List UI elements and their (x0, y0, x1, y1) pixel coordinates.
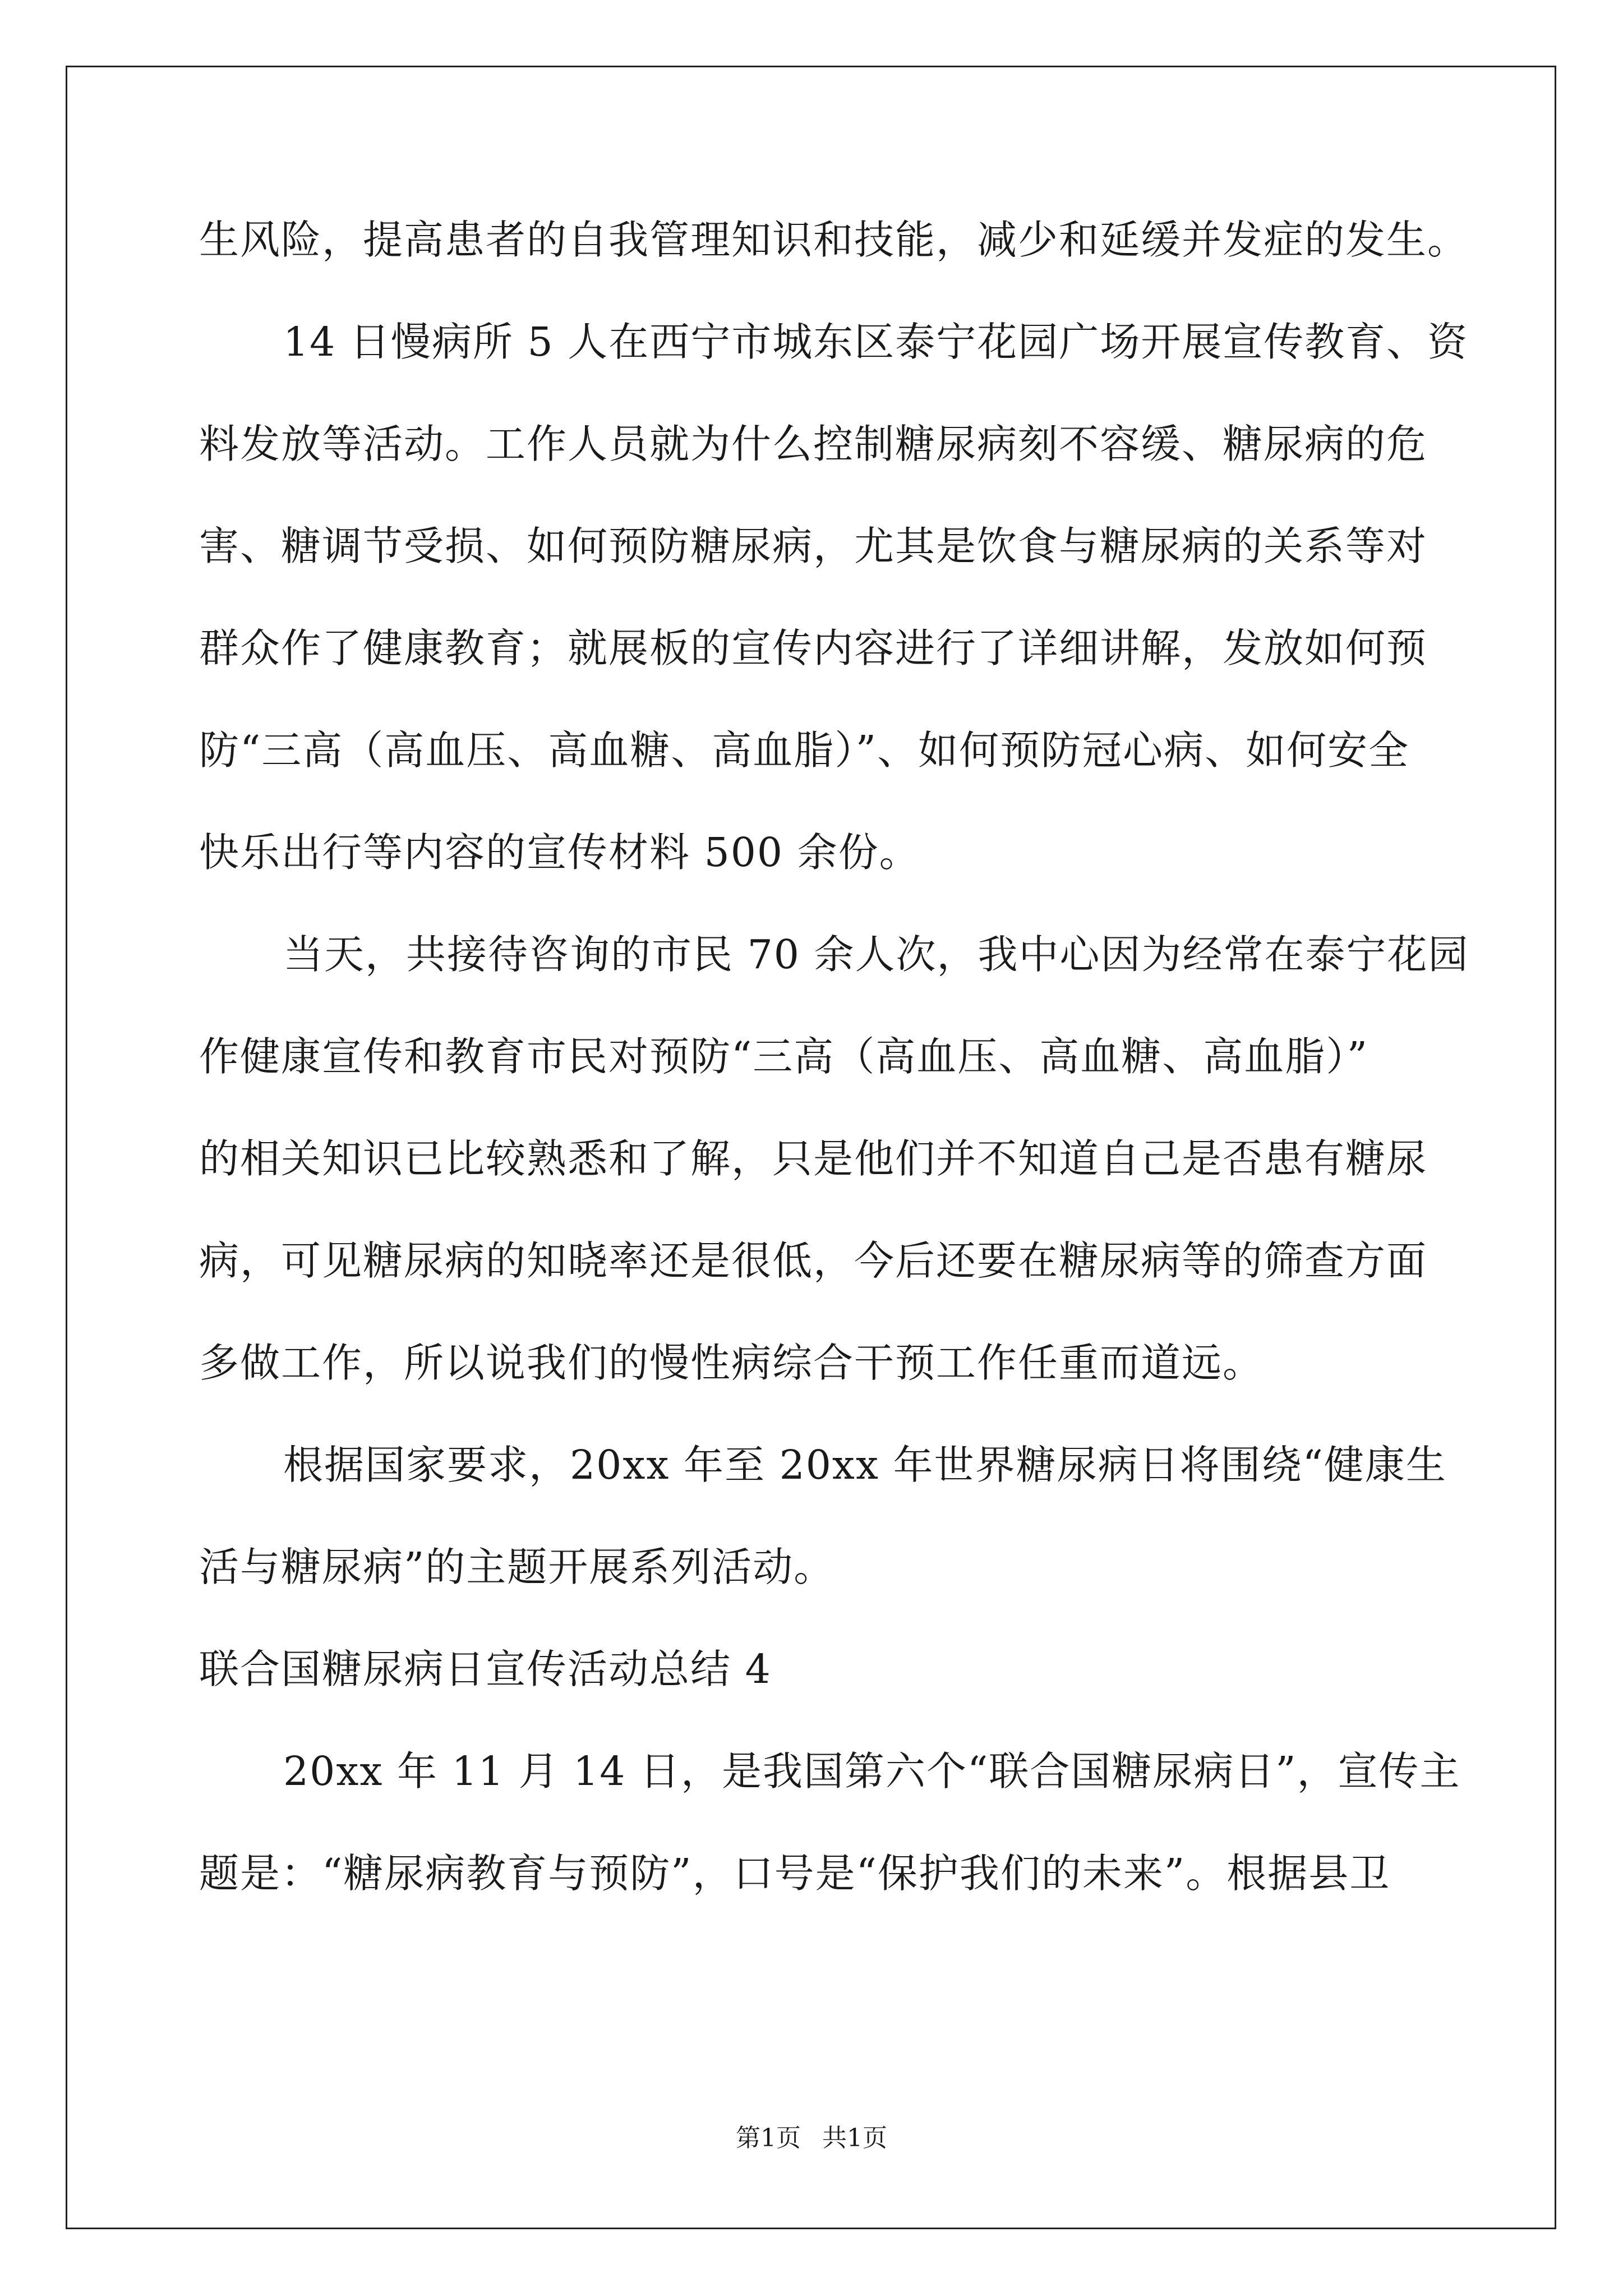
page-total: 共1页 (822, 2124, 887, 2152)
text-line: 害、糖调节受损、如何预防糖尿病，尤其是饮食与糖尿病的关系等对 (199, 523, 1428, 569)
text-line: 20xx 年 11 月 14 日，是我国第六个“联合国糖尿病日”，宣传主 (283, 1748, 1461, 1795)
text-line: 生风险，提高患者的自我管理知识和技能，减少和延缓并发症的发生。 (199, 217, 1469, 263)
text-line: 14 日慢病所 5 人在西宁市城东区泰宁花园广场开展宣传教育、资 (283, 319, 1469, 365)
text-line: 活与糖尿病”的主题开展系列活动。 (199, 1544, 835, 1590)
text-line: 多做工作，所以说我们的慢性病综合干预工作任重而道远。 (199, 1340, 1264, 1386)
text-line: 病，可见糖尿病的知晓率还是很低，今后还要在糖尿病等的筛查方面 (199, 1237, 1428, 1284)
page-footer (0, 2122, 1623, 2155)
text-line: 作健康宣传和教育市民对预防“三高（高血压、高血糖、高血脂）” (199, 1033, 1369, 1080)
text-line: 料发放等活动。工作人员就为什么控制糖尿病刻不容缓、糖尿病的危 (199, 421, 1428, 467)
text-line: 当天，共接待咨询的市民 70 余人次，我中心因为经常在泰宁花园 (283, 931, 1469, 978)
text-line: 题是：“糖尿病教育与预防”，口号是“保护我们的未来”。根据县卫 (199, 1850, 1391, 1897)
text-line: 快乐出行等内容的宣传材料 500 余份。 (199, 829, 920, 876)
section-heading: 联合国糖尿病日宣传活动总结 4 (199, 1646, 772, 1692)
text-line: 群众作了健康教育；就展板的宣传内容进行了详细讲解，发放如何预 (199, 625, 1428, 671)
text-line: 的相关知识已比较熟悉和了解，只是他们并不知道自己是否患有糖尿 (199, 1135, 1428, 1182)
text-line: 根据国家要求，20xx 年至 20xx 年世界糖尿病日将围绕“健康生 (283, 1442, 1447, 1488)
page-number: 第1页 (736, 2124, 801, 2152)
text-line: 防“三高（高血压、高血糖、高血脂）”、如何预防冠心病、如何安全 (199, 727, 1410, 774)
